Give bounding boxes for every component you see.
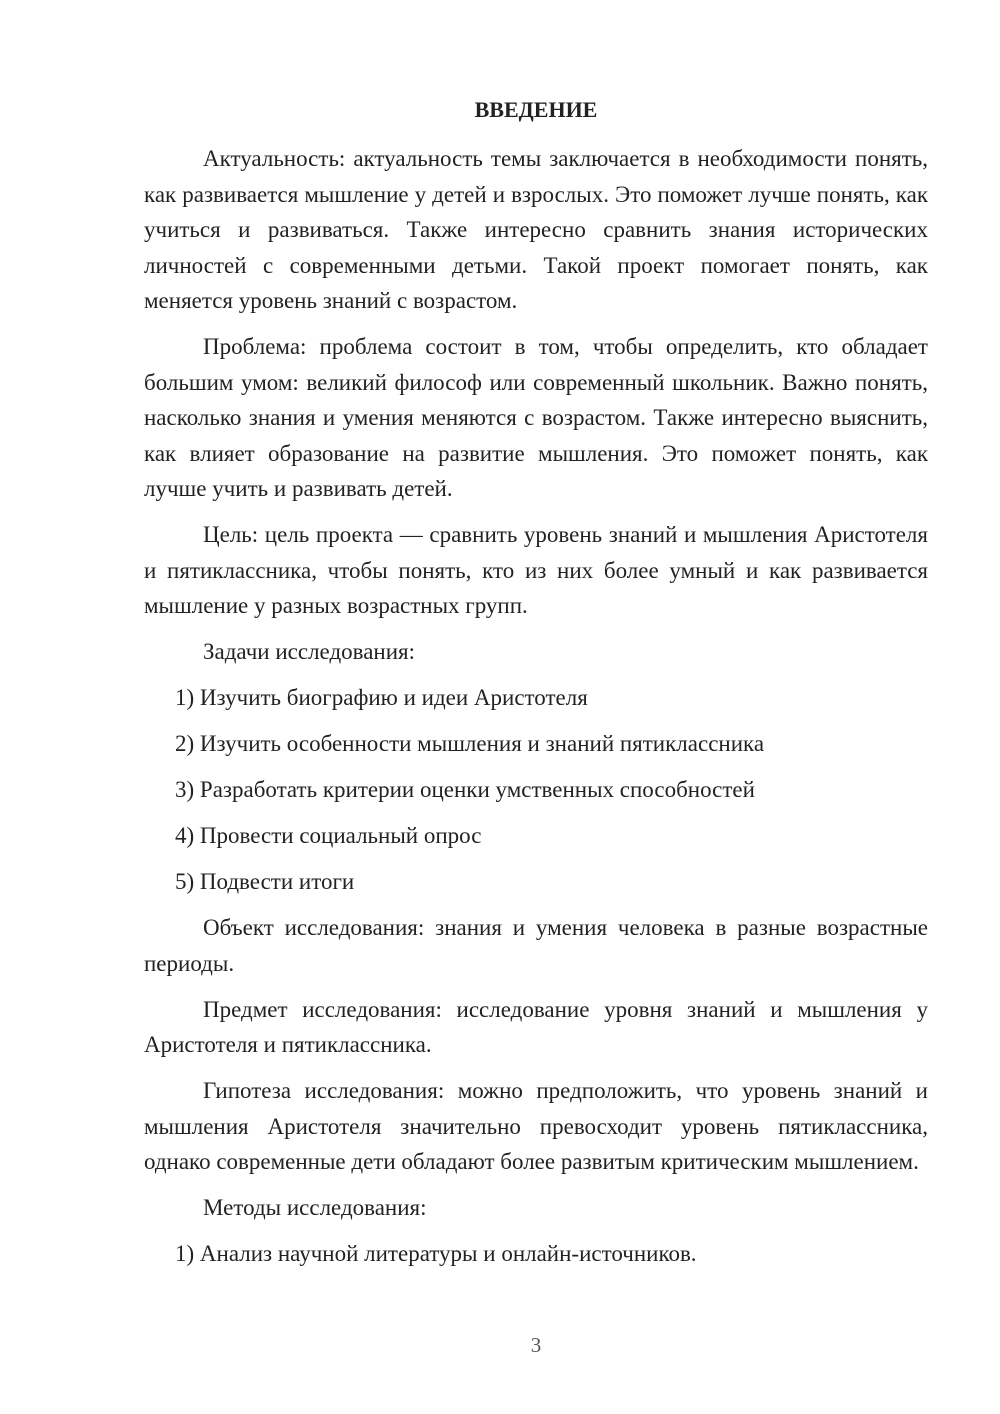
object-paragraph: Объект исследования: знания и умения человека в разные возрастные периоды. [144, 915, 928, 976]
page-content [144, 92, 928, 1282]
subject-paragraph: Предмет исследования: исследование уровня знаний и мышления у Аристотеля и пятиклассника. [144, 996, 928, 1057]
task-item-2: 2) Изучить особенности мышления и знаний пятиклассника [175, 731, 765, 756]
tasks-label: Задачи исследования: [203, 639, 416, 664]
page-number: 3 [530, 1333, 542, 1357]
methods-label: Методы исследования: [203, 1195, 427, 1220]
task-item-4: 4) Провести социальный опрос [175, 823, 482, 848]
task-item-5: 5) Подвести итоги [175, 869, 355, 894]
hypothesis-paragraph: Гипотеза исследования: можно предположить, что уровень знаний и мышления Аристотеля значительно превосходит уровень пятиклассника, однако современные дети обладают более развитым критическим мышлением. [144, 1078, 928, 1174]
problem-paragraph: Проблема: проблема состоит в том, чтобы определить, кто обладает большим умом: великий философ или современный школьник. Важно понять, насколько знания и умения меняются с возрастом. Также интересно выяснить, как влияет образование на развитие мышления. Это поможет понять, как лучше учить и развивать детей. [144, 334, 928, 501]
relevance-paragraph: Актуальность: актуальность темы заключается в необходимости понять, как развивается мышление у детей и взрослых. Это поможет лучше понять, как учиться и развиваться. Также интересно сравнить знания исторических личностей с современными детьми. Такой проект помогает понять, как меняется уровень знаний с возрастом. [144, 146, 928, 313]
method-item-1: 1) Анализ научной литературы и онлайн-источников. [175, 1241, 697, 1266]
goal-paragraph: Цель: цель проекта — сравнить уровень знаний и мышления Аристотеля и пятиклассника, чтобы понять, кто из них более умный и как развивается мышление у разных возрастных групп. [144, 522, 928, 618]
task-item-3: 3) Разработать критерии оценки умственных способностей [175, 777, 755, 802]
task-item-1: 1) Изучить биографию и идеи Аристотеля [175, 685, 588, 710]
section-title: ВВЕДЕНИЕ [474, 97, 598, 122]
